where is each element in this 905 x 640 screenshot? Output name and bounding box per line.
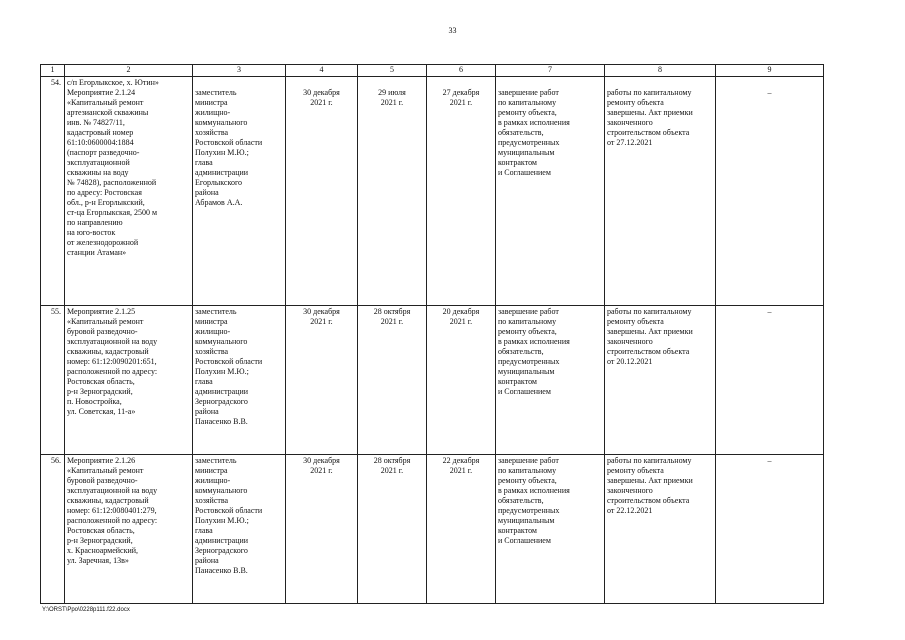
plan-date-cell: 30 декабря 2021 г. [286, 306, 358, 455]
start-date-cell: 28 октября 2021 г. [358, 306, 427, 455]
fact-date-cell: 27 декабря 2021 г. [427, 77, 496, 306]
column-header: 8 [605, 65, 716, 77]
column-header: 6 [427, 65, 496, 77]
start-date-cell: 28 октября 2021 г. [358, 455, 427, 604]
plan-date-cell: 30 декабря 2021 г. [286, 455, 358, 604]
expected-result-cell: завершение работ по капитальному ремонту объекта, в рамках исполнения обязательств, предусмотренных муниципальным контрактом и Соглашением [496, 306, 605, 455]
event-cell: Мероприятие 2.1.25 «Капитальный ремонт буровой разведочно- эксплуатационной на воду скважины, кадастровый номер: 61:12:0090201:651, расположенной по адресу: Ростовская область, р-н Зерноградский, п. Новостройка, ул. Советская, 11-а» [65, 306, 193, 455]
column-header: 9 [716, 65, 824, 77]
column-header: 7 [496, 65, 605, 77]
responsible-cell: заместитель министра жилищно- коммунального хозяйства Ростовской области Полухин М.Ю.; глава администрации Егорлыкского района Абрамов А.А. [193, 77, 286, 306]
plan-date-cell: 30 декабря 2021 г. [286, 77, 358, 306]
row-number-cell: 55. [41, 306, 65, 455]
column-number-row [41, 65, 824, 77]
notes-cell: – [716, 306, 824, 455]
column-header: 3 [193, 65, 286, 77]
column-header: 5 [358, 65, 427, 77]
notes-cell: – [716, 77, 824, 306]
start-date-cell: 29 июля 2021 г. [358, 77, 427, 306]
column-header: 4 [286, 65, 358, 77]
page-number: 33 [448, 26, 457, 35]
column-header: 1 [41, 65, 65, 77]
report-table-container [40, 64, 824, 604]
responsible-cell: заместитель министра жилищно- коммунального хозяйства Ростовской области Полухин М.Ю.; глава администрации Зерноградского района Панасенко В.В. [193, 306, 286, 455]
row-number-cell: 56. [41, 455, 65, 604]
responsible-cell: заместитель министра жилищно- коммунального хозяйства Ростовской области Полухин М.Ю.; глава администрации Зерноградского района Панасенко В.В. [193, 455, 286, 604]
column-header: 2 [65, 65, 193, 77]
actual-result-cell: работы по капитальному ремонту объекта завершены. Акт приемки законченного строительством объекта от 27.12.2021 [605, 77, 716, 306]
table-row [41, 455, 824, 604]
footer-file-path: Y:\ORST\Ppo\0228p111.f22.docx [42, 607, 130, 613]
fact-date-cell: 22 декабря 2021 г. [427, 455, 496, 604]
table-row [41, 77, 824, 306]
actual-result-cell: работы по капитальному ремонту объекта завершены. Акт приемки законченного строительством объекта от 20.12.2021 [605, 306, 716, 455]
notes-cell: – [716, 455, 824, 604]
report-table [40, 64, 824, 604]
table-row [41, 306, 824, 455]
event-cell: с/п Егорлыкское, х. Ютин» Мероприятие 2.1.24 «Капитальный ремонт артезианской скважины инв. № 74827/11, кадастровый номер 61:10:0600004:1884 (паспорт разведочно- эксплуатационной скважины на воду № 74828), расположенной по адресу: Ростовская обл., р-н Егорлыкский, ст-ца Егорлыкская, 2500 м по направлению на юго-восток от железнодорожной станции Атаман» [65, 77, 193, 306]
event-cell: Мероприятие 2.1.26 «Капитальный ремонт буровой разведочно- эксплуатационной на воду скважины, кадастровый номер: 61:12:0080401:279, расположенной по адресу: Ростовская область, р-н Зерноградский, х. Красноармейский, ул. Заречная, 13в» [65, 455, 193, 604]
row-number-cell: 54. [41, 77, 65, 306]
actual-result-cell: работы по капитальному ремонту объекта завершены. Акт приемки законченного строительством объекта от 22.12.2021 [605, 455, 716, 604]
fact-date-cell: 20 декабря 2021 г. [427, 306, 496, 455]
expected-result-cell: завершение работ по капитальному ремонту объекта, в рамках исполнения обязательств, предусмотренных муниципальным контрактом и Соглашением [496, 455, 605, 604]
expected-result-cell: завершение работ по капитальному ремонту объекта, в рамках исполнения обязательств, предусмотренных муниципальным контрактом и Соглашением [496, 77, 605, 306]
